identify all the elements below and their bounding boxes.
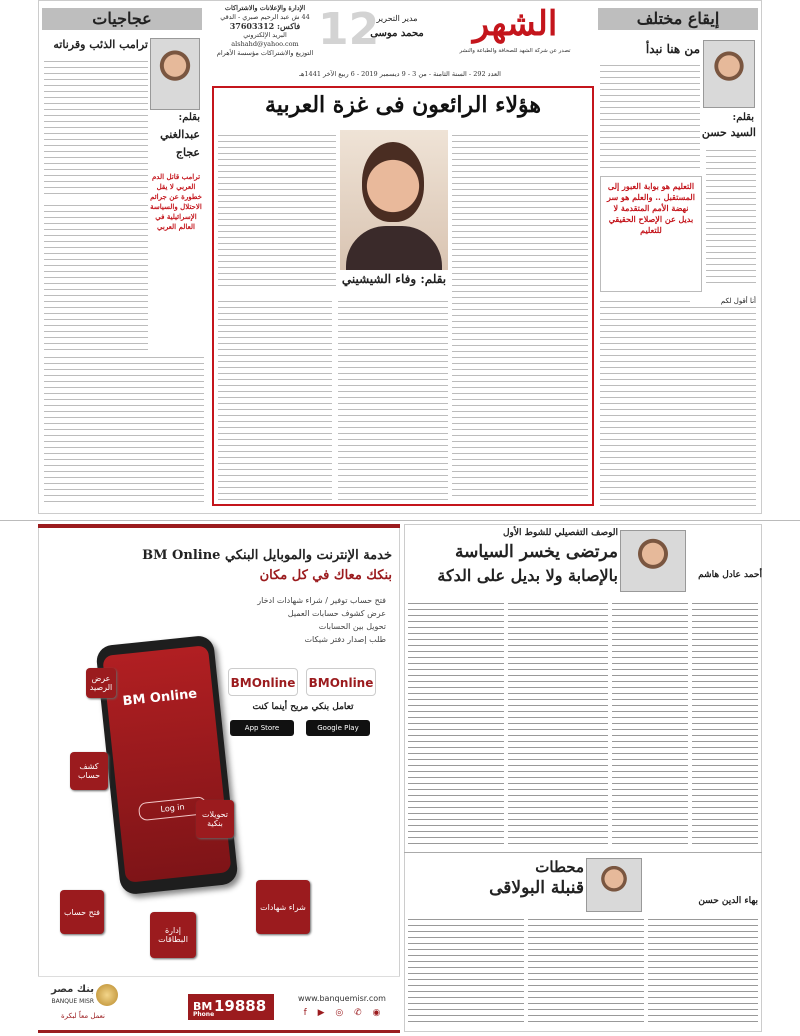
- ad-feature: عرض كشوف حسابات العميل: [287, 609, 386, 618]
- icon-statement: كشف حساب: [70, 752, 108, 790]
- sport-col-1: [692, 598, 758, 848]
- center-byline: [340, 272, 448, 286]
- author-photo-image: [587, 859, 641, 911]
- center-col-mid-2: [338, 296, 448, 500]
- ad-feature: فتح حساب توفير / شراء شهادات ادخار: [257, 596, 386, 605]
- bank-coin-icon: [96, 984, 118, 1006]
- icon-open-account: فتح حساب: [60, 890, 104, 934]
- ad-tagline: تعامل بنكي مريح أينما كنت: [252, 702, 354, 712]
- ad-logo-left-text: BMOnline: [230, 676, 296, 690]
- contact-title: الإدارة والإعلانات والاشتراكات: [224, 4, 306, 12]
- center-headline: هؤلاء الرائعون فى غزة العربية: [265, 92, 541, 118]
- right-byline-label: بقلم:: [732, 112, 754, 123]
- ad-phone-login: Log in: [138, 796, 208, 821]
- mahattat-section: محطات: [535, 858, 584, 876]
- bank-name-ar: بنك مصر: [51, 984, 94, 995]
- center-author-face: [362, 142, 424, 222]
- left-byline-label: بقلم:: [178, 112, 200, 123]
- bank-name-en: BANQUE MISR: [51, 998, 94, 1005]
- sport-author-photo: [620, 530, 686, 592]
- hotline-badge: [188, 994, 274, 1020]
- sport-col-4: [408, 598, 504, 848]
- website-url[interactable]: www.banquemisr.com: [298, 994, 386, 1003]
- sport-col-3: [508, 598, 608, 848]
- bank-logo: [44, 982, 124, 1026]
- distribution-line: التوزيع والاشتراكات مؤسسة الأهرام: [216, 49, 314, 57]
- hotline-sub: Phone: [193, 1011, 215, 1018]
- ad-logo-right-text: BMOnline: [308, 676, 374, 690]
- mahattat-author: بهاء الدين حسن: [698, 896, 758, 906]
- editor-label: مدير التحرير: [376, 14, 418, 23]
- contact-phone: فاكس: 37603312: [229, 21, 301, 31]
- ad-feature: تحويل بين الحسابات: [318, 622, 386, 631]
- mahattat-divider: [404, 852, 762, 853]
- center-author-shoulders: [346, 226, 442, 270]
- left-headline: ترامب الذئب وقرناته: [53, 38, 148, 51]
- ad-bottom-bar: [38, 1030, 400, 1033]
- right-pullquote: التعليم هو بوابة العبور إلى المستقبل .. والعلم هو سر نهضة الأمم المتقدمة لا بديل عن الإصلاح الحقيقي للتعليم: [607, 181, 695, 235]
- mahattat-col-1: [648, 914, 758, 1026]
- ad-feature: طلب إصدار دفتر شيكات: [304, 635, 386, 644]
- sport-headline-1: مرتضى يخسر السياسة: [455, 542, 618, 562]
- social-icons: f ▶ ◎ ✆ ◉: [303, 1008, 385, 1018]
- center-byline-label: بقلم:: [420, 272, 447, 286]
- masthead: [440, 4, 590, 66]
- center-col-right-1: [452, 130, 588, 500]
- right-pullquote-box: [600, 176, 702, 292]
- ad-phone-logo: BM Online: [122, 686, 198, 710]
- right-headline: من هنا نبدأ: [645, 42, 700, 56]
- contact-block: [210, 4, 320, 58]
- masthead-logo: الشهر: [472, 4, 558, 44]
- ad-logo-right: [306, 668, 376, 696]
- center-author: وفاء الشيشيني: [341, 272, 417, 286]
- sport-col-2: [612, 598, 688, 848]
- sport-author: أحمد عادل هاشم: [698, 570, 762, 580]
- right-text-lower: [600, 296, 756, 506]
- hotline-number: 19888: [214, 997, 267, 1015]
- ad-logo-left: [228, 668, 298, 696]
- masthead-subtitle: تصدر عن شركة الشهد للصحافة والطباعة والنشر: [459, 48, 571, 54]
- center-col-left-2: [218, 296, 332, 500]
- left-text-body: [44, 200, 148, 350]
- icon-transfers: تحويلات بنكية: [196, 800, 234, 838]
- right-bottom-quote: أنا أقول لكم: [690, 297, 756, 305]
- icon-cards: إدارة البطاقات: [150, 912, 196, 958]
- right-section-title: إيقاع مختلف: [636, 9, 720, 28]
- editor-name: محمد موسى: [370, 28, 424, 39]
- contact-email-label: البريد الإلكتروني: [243, 31, 287, 39]
- icon-balance: عرض الرصيد: [86, 668, 116, 698]
- ad-phone-screen: [102, 645, 231, 883]
- right-text-upper: [706, 145, 756, 285]
- ad-corner-stripe: [38, 524, 400, 528]
- google-play-badge[interactable]: Google Play: [306, 720, 370, 736]
- author-photo-image: [704, 41, 754, 107]
- center-author-photo: [340, 130, 448, 270]
- center-col-left-1: [218, 130, 336, 290]
- mahattat-author-photo: [586, 858, 642, 912]
- left-section-title: عجاجيات: [92, 9, 152, 28]
- left-intro-text: [44, 56, 148, 196]
- left-author-photo: [150, 38, 200, 110]
- ad-subtitle: بنكك معاك في كل مكان: [259, 568, 392, 583]
- author-photo-image: [621, 531, 685, 591]
- page-number: 12: [318, 4, 380, 55]
- mahattat-headline: قنبلة البولاقى: [489, 878, 584, 898]
- app-store-badge[interactable]: App Store: [230, 720, 294, 736]
- left-text-bottom: [44, 352, 204, 506]
- left-author: عبدالغني عجاج: [160, 128, 200, 159]
- author-photo-image: [151, 39, 199, 109]
- mahattat-col-2: [528, 914, 644, 1026]
- icon-certificates: شراء شهادات: [256, 880, 310, 934]
- ad-title: خدمة الإنترنت والموبايل البنكي BM Online: [142, 548, 392, 563]
- right-author-photo: [703, 40, 755, 108]
- left-pullquote-box: [150, 172, 202, 282]
- right-author: السيد حسن: [701, 126, 756, 139]
- sport-kicker: الوصف التفصيلي للشوط الأول: [502, 528, 618, 538]
- right-intro-text: [600, 60, 700, 170]
- bank-slogan: نعمل معاً لبكرة: [60, 1012, 106, 1020]
- contact-email: alshahd@yahoo.com: [231, 40, 299, 48]
- issue-line: العدد 292 - السنة الثامنة - من 3 - 9 ديسمبر 2019 - 6 ربيع الآخر 1441هـ: [299, 70, 501, 78]
- sport-headline-2: بالإصابة ولا بديل على الدكة: [437, 566, 618, 585]
- contact-address: 44 ش عبد الرحيم صبري - الدقي: [220, 13, 310, 21]
- page-divider: [0, 520, 800, 521]
- left-pullquote: ترامب قاتل الدم العربي لا يقل خطورة عن جرائم الاحتلال والسياسة الإسرائيلية في العالم العربي: [150, 172, 202, 231]
- mahattat-col-3: [408, 914, 524, 1026]
- hotline-brand: BM: [193, 1000, 213, 1013]
